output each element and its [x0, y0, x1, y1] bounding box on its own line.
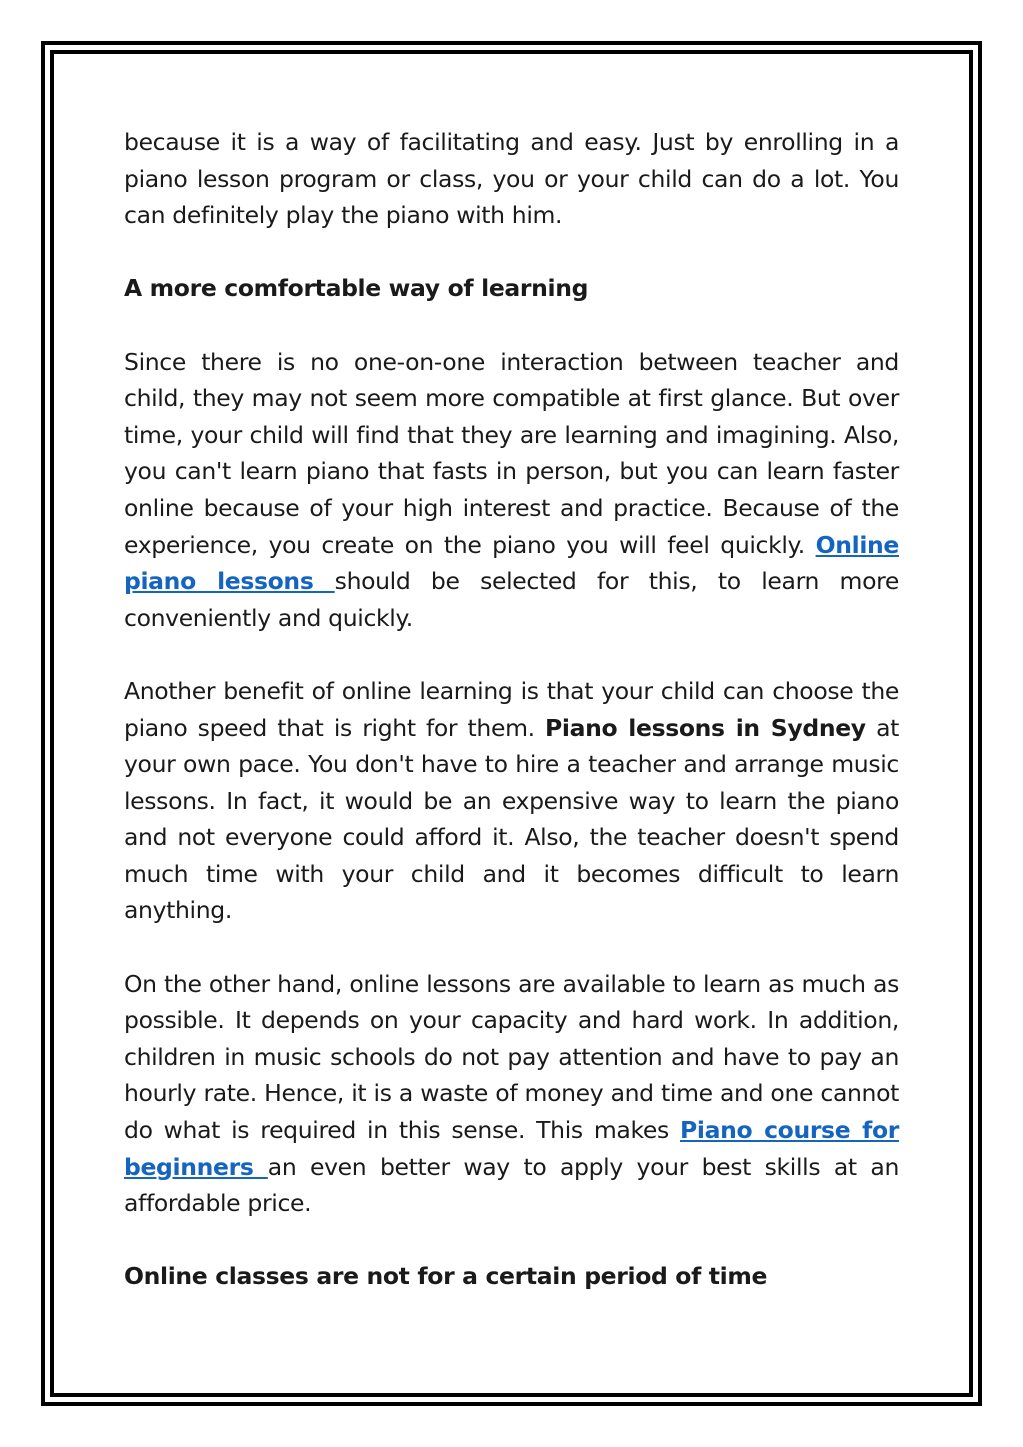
online-piano-lessons-link[interactable]: Online piano lessons — [124, 530, 899, 596]
paragraph-interaction-tail: should be selected for this, to learn more conveniently and quickly. — [124, 567, 899, 632]
paragraph-benefit-text: Another benefit of online learning is that your child can choose the piano speed that is right for them. — [124, 676, 899, 742]
heading-comfortable-learning: A more comfortable way of learning — [124, 274, 589, 303]
paragraph-other-hand-tail: an even better way to apply your best skills at an affordable price. — [124, 1152, 899, 1218]
piano-course-beginners-link[interactable]: Piano course for beginners — [124, 1116, 899, 1181]
document-body — [124, 124, 899, 1332]
paragraph-benefit-tail: at your own pace. You don't have to hire a teacher and arrange music lessons. In fact, it would be an expensive way to learn the piano and not everyone could afford it. Also, the teacher doesn't spend much time with your child and it becomes difficult to learn anything. — [124, 713, 899, 925]
paragraph-other-hand-text: On the other hand, online lessons are available to learn as much as possible. It depends on your capacity and hard work. In addition, children in music schools do not pay attention and have to pay an hourly rate. Hence, it is a waste of money and time and one cannot do what is required in this sense. This makes — [124, 969, 899, 1145]
paragraph-benefit — [124, 673, 899, 929]
paragraph-interaction-text: Since there is no one-on-one interaction between teacher and child, they may not seem more compatible at first glance. But over time, your child will find that they are learning and imagining. Also, you can't learn piano that fasts in person, but you can learn faster online because of your high interest and practice. Because of the experience, you create on the piano you will feel quickly. — [124, 347, 899, 559]
paragraph-intro — [124, 124, 899, 234]
paragraph-interaction — [124, 344, 899, 637]
piano-lessons-sydney-bold: Piano lessons in Sydney — [545, 713, 866, 742]
paragraph-intro-text: because it is a way of facilitating and easy. Just by enrolling in a piano lesson program or class, you or your child can do a lot. You can definitely play the piano with him. — [124, 128, 899, 230]
heading-online-classes: Online classes are not for a certain period of time — [124, 1262, 768, 1291]
paragraph-other-hand — [124, 966, 899, 1222]
